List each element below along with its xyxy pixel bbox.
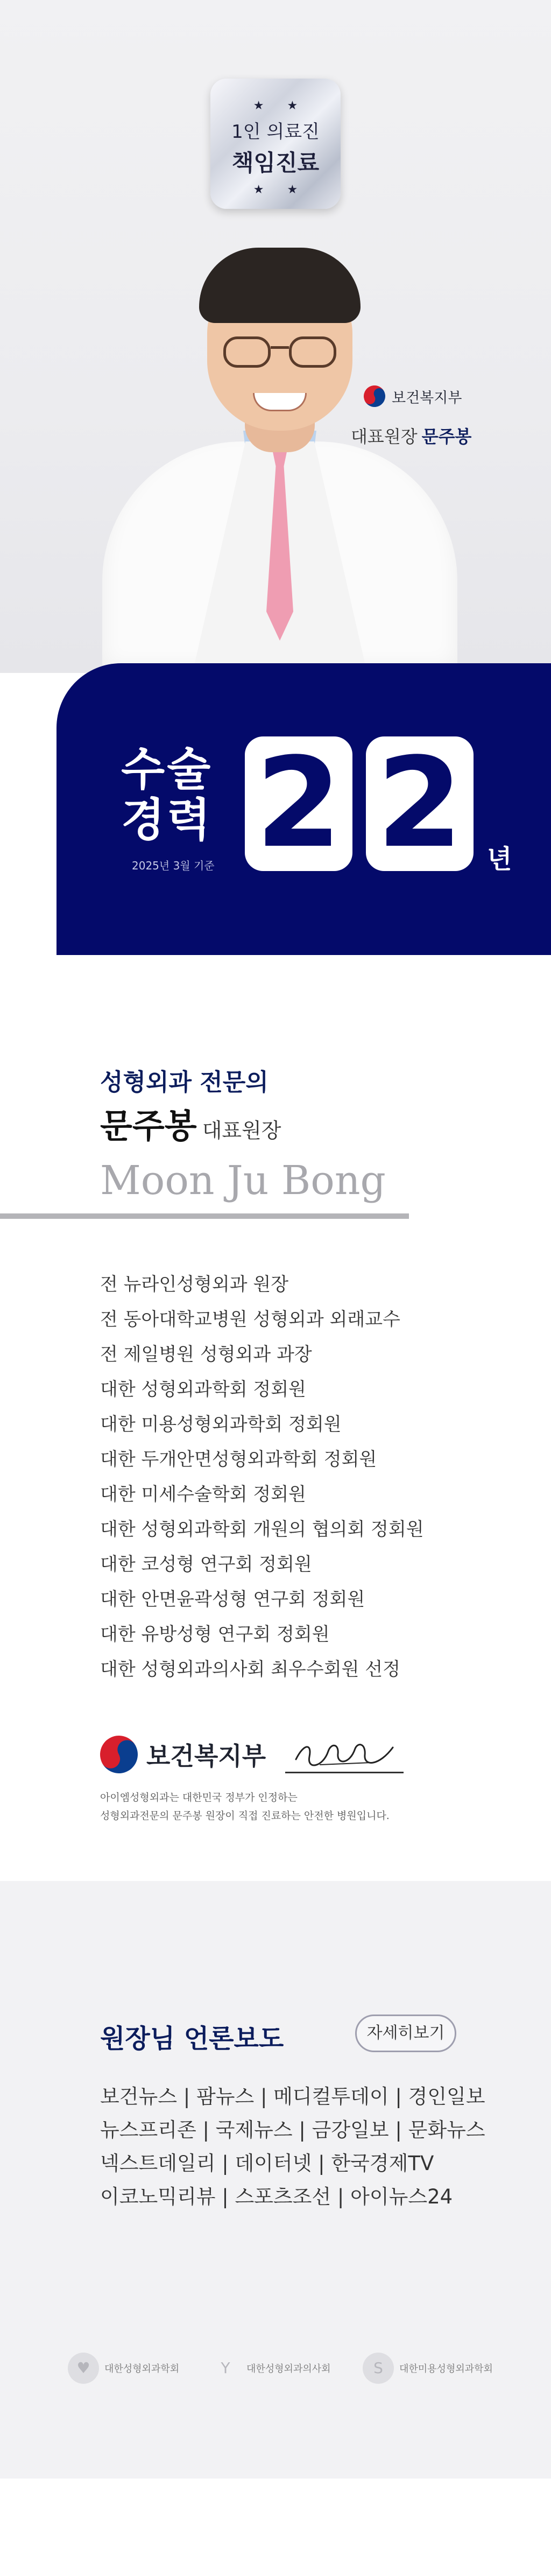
ministry-signature-row bbox=[100, 1736, 404, 1773]
specialty-title: 성형외과 전문의 bbox=[100, 1069, 269, 1096]
press-outlet-line: 이코노믹리뷰 | 스포츠조선 | 아이뉴스24 bbox=[100, 2185, 453, 2208]
career-item: 대한 코성형 연구회 정회원 bbox=[100, 1554, 312, 1575]
career-item: 대한 성형외과의사회 최우수회원 선정 bbox=[100, 1659, 400, 1680]
career-item: 전 동아대학교병원 성형외과 외래교수 bbox=[100, 1309, 400, 1330]
association-name: 대한성형외과의사회 bbox=[246, 2363, 331, 2375]
name-divider bbox=[0, 1213, 409, 1219]
heart-logo-icon: ♥ bbox=[68, 2353, 99, 2384]
career-item: 대한 안면윤곽성형 연구회 정회원 bbox=[100, 1589, 365, 1610]
career-item: 대한 미세수술학회 정회원 bbox=[100, 1484, 306, 1505]
taegeuk-icon bbox=[93, 1729, 145, 1780]
profile-section bbox=[0, 955, 551, 1881]
ministry-name-top: 보건복지부 bbox=[392, 389, 462, 406]
wing-logo-icon: Y bbox=[221, 2359, 230, 2377]
career-label-line2: 경력 bbox=[121, 794, 213, 846]
association-aesthetic-plastic-surgery bbox=[363, 2353, 493, 2384]
doctor-role-line bbox=[351, 423, 471, 448]
press-outlets bbox=[100, 2080, 485, 2214]
ministry-logo-top bbox=[364, 385, 462, 407]
association-korean-plastic-surgery bbox=[68, 2353, 179, 2384]
career-label-line1: 수술 bbox=[121, 743, 213, 796]
surgery-career-banner bbox=[56, 663, 551, 955]
glasses-icon bbox=[223, 336, 336, 369]
hair bbox=[199, 248, 361, 323]
press-title: 원장님 언론보도 bbox=[100, 2024, 284, 2054]
badge-stars-top: ★ ★ bbox=[253, 99, 308, 113]
career-item: 전 뉴라인성형외과 원장 bbox=[100, 1274, 289, 1295]
footer-spacer bbox=[0, 2479, 551, 2576]
role-name: 문주봉 bbox=[421, 426, 472, 447]
career-item: 대한 성형외과학회 정회원 bbox=[100, 1379, 306, 1400]
career-item: 대한 두개안면성형외과학회 정회원 bbox=[100, 1449, 377, 1470]
career-date-note: 2025년 3월 기준 bbox=[132, 859, 215, 872]
doctor-title: 대표원장 bbox=[202, 1119, 281, 1142]
press-section bbox=[0, 1881, 551, 2479]
english-name: Moon Ju Bong bbox=[100, 1157, 386, 1204]
role-prefix: 대표원장 bbox=[351, 426, 418, 447]
press-outlet-line: 넥스트데일리 | 데이터넷 | 한국경제TV bbox=[100, 2152, 434, 2175]
press-more-button[interactable]: 자세히보기 bbox=[355, 2015, 456, 2052]
signature-icon bbox=[285, 1736, 404, 1773]
association-plastic-surgeons bbox=[210, 2353, 331, 2384]
badge-line1: 1인 의료진 bbox=[231, 121, 320, 143]
badge-stars-bottom: ★ ★ bbox=[253, 183, 308, 196]
ministry-note-line1: 아이엠성형외과는 대한민국 정부가 인정하는 bbox=[100, 1792, 298, 1803]
doctor-portrait bbox=[102, 231, 457, 673]
doctor-name: 문주봉 bbox=[100, 1106, 197, 1146]
career-item: 대한 유방성형 연구회 정회원 bbox=[100, 1624, 330, 1645]
badge-line2: 책임진료 bbox=[231, 150, 320, 176]
association-name: 대한미용성형외과학회 bbox=[399, 2363, 493, 2375]
years-digit-2: 2 bbox=[366, 736, 474, 871]
press-outlet-line: 보건뉴스 | 팜뉴스 | 메디컬투데이 | 경인일보 bbox=[100, 2085, 485, 2108]
hero-section bbox=[0, 0, 551, 673]
ministry-note-line2: 성형외과전문의 문주봉 원장이 직접 진료하는 안전한 병원입니다. bbox=[100, 1810, 390, 1822]
career-label bbox=[121, 744, 213, 845]
association-name: 대한성형외과학회 bbox=[104, 2363, 180, 2375]
years-unit: 년 bbox=[487, 844, 512, 874]
ministry-name: 보건복지부 bbox=[146, 1742, 266, 1771]
taegeuk-icon bbox=[360, 382, 390, 411]
years-digit-1: 2 bbox=[245, 736, 352, 871]
doctor-name-row bbox=[100, 1099, 281, 1147]
responsibility-badge bbox=[210, 79, 341, 209]
career-item: 대한 성형외과학회 개원의 협의회 정회원 bbox=[100, 1519, 424, 1540]
s-logo-icon: S bbox=[363, 2353, 394, 2384]
press-outlet-line: 뉴스프리존 | 국제뉴스 | 금강일보 | 문화뉴스 bbox=[100, 2118, 485, 2142]
career-item: 전 제일병원 성형외과 과장 bbox=[100, 1344, 312, 1365]
career-item: 대한 미용성형외과학회 정회원 bbox=[100, 1414, 342, 1435]
career-list bbox=[100, 1267, 424, 1687]
ministry-note bbox=[100, 1788, 390, 1825]
